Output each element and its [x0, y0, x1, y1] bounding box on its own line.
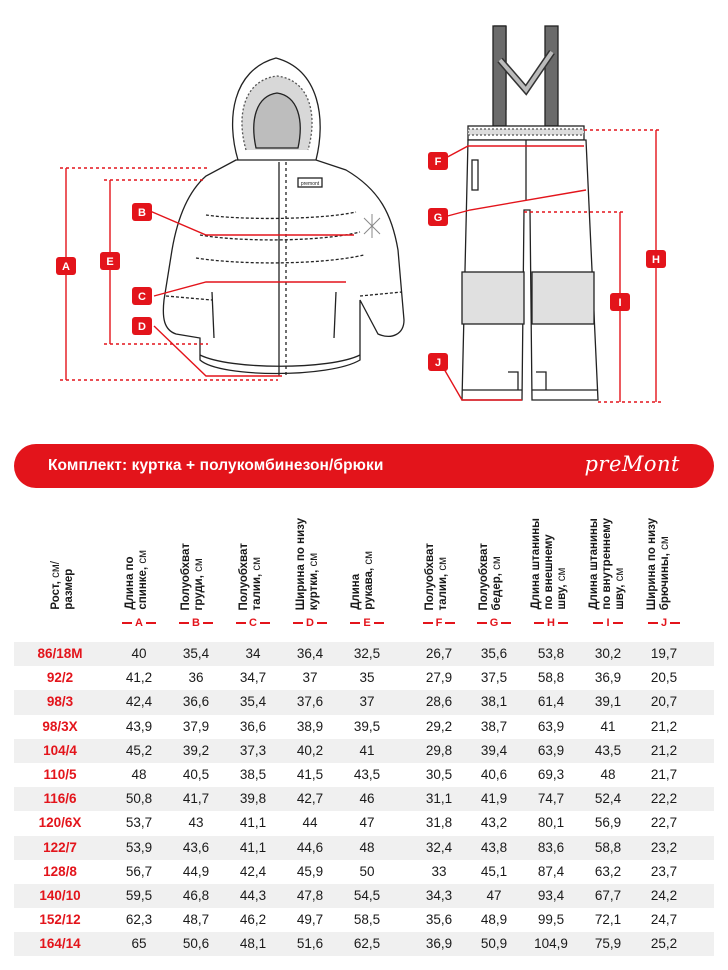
table-row	[14, 860, 714, 884]
svg-text:E: E	[106, 256, 114, 268]
value-cell: 61,4	[537, 694, 565, 710]
header-size: Рост, см/ размер	[50, 561, 75, 610]
letter-key: J	[636, 617, 692, 629]
header-sleeve-length: Длина рукава, см	[350, 551, 375, 610]
value-cell: 33	[431, 863, 447, 879]
table-row	[14, 884, 714, 908]
value-cell: 35,6	[480, 646, 508, 661]
value-cell: 48,7	[182, 912, 210, 928]
value-cell: 51,6	[296, 936, 324, 952]
value-cell: 38,7	[480, 718, 508, 734]
value-cell: 59,5	[125, 887, 153, 903]
value-cell: 38,1	[480, 694, 508, 710]
table-row	[14, 811, 714, 835]
value-cell: 39,5	[353, 718, 381, 734]
value-cell: 99,5	[537, 912, 565, 928]
value-cell: 46,2	[239, 912, 267, 928]
value-cell: 42,4	[239, 863, 267, 879]
value-cell: 48,9	[480, 912, 508, 928]
value-cell: 36	[188, 670, 204, 686]
table-header	[0, 500, 728, 612]
table-row	[14, 787, 714, 811]
table-row	[14, 908, 714, 932]
value-cell: 48	[600, 766, 616, 782]
value-cell: 72,1	[594, 912, 622, 928]
header-jacket-hem-width: Ширина по низу куртки, см	[295, 517, 320, 610]
letter-key: G	[466, 617, 522, 629]
value-cell: 22,2	[650, 791, 678, 807]
letter-key: I	[580, 617, 636, 629]
value-cell: 36,9	[425, 936, 453, 952]
value-cell: 41,1	[239, 839, 267, 855]
value-cell: 52,4	[594, 791, 622, 807]
value-cell: 43,5	[353, 766, 381, 782]
value-cell: 37	[359, 694, 375, 710]
letter-key: D	[282, 617, 338, 629]
value-cell: 47	[486, 887, 502, 903]
jacket-drawing	[163, 58, 404, 376]
svg-text:D: D	[138, 321, 146, 333]
value-cell: 21,7	[650, 766, 678, 782]
callout-g	[428, 208, 448, 226]
value-cell: 48,1	[239, 936, 267, 952]
size-cell: 86/18M	[37, 646, 83, 661]
value-cell: 63,9	[537, 742, 565, 758]
garment-illustration	[0, 0, 728, 430]
size-cell: 98/3	[46, 694, 74, 710]
value-cell: 39,1	[594, 694, 622, 710]
value-cell: 37	[302, 670, 318, 686]
header-chest: Полуобхват груди, см	[180, 542, 205, 610]
value-cell: 43,9	[125, 718, 153, 734]
value-cell: 87,4	[537, 863, 565, 879]
value-cell: 50	[359, 863, 375, 879]
value-cell: 80,1	[537, 815, 565, 831]
svg-text:B: B	[138, 207, 146, 219]
size-cell: 110/5	[43, 766, 77, 782]
callout-a	[56, 257, 76, 275]
table-row	[14, 739, 714, 763]
value-cell: 53,7	[125, 815, 153, 831]
letter-key: A	[111, 617, 167, 629]
value-cell: 43,5	[594, 742, 622, 758]
callout-b	[132, 203, 152, 221]
svg-text:C: C	[138, 291, 146, 303]
value-cell: 29,8	[425, 742, 453, 758]
value-cell: 42,7	[296, 791, 324, 807]
value-cell: 65	[131, 936, 147, 952]
value-cell: 50,8	[125, 791, 153, 807]
letter-key: B	[168, 617, 224, 629]
value-cell: 45,9	[296, 863, 324, 879]
value-cell: 40	[131, 646, 147, 661]
callout-j	[428, 353, 448, 371]
value-cell: 83,6	[537, 839, 565, 855]
value-cell: 41,2	[125, 670, 153, 686]
value-cell: 20,7	[650, 694, 678, 710]
callout-i	[610, 293, 630, 311]
size-table	[14, 642, 714, 956]
size-cell: 98/3X	[42, 718, 78, 734]
value-cell: 35	[359, 670, 375, 686]
size-cell: 116/6	[43, 791, 77, 807]
table-row	[14, 836, 714, 860]
value-cell: 47	[359, 815, 375, 831]
value-cell: 62,3	[125, 912, 153, 928]
value-cell: 24,7	[650, 912, 678, 928]
value-cell: 44	[302, 815, 318, 831]
svg-text:A: A	[62, 261, 70, 273]
value-cell: 40,2	[296, 742, 324, 758]
letter-key: E	[339, 617, 395, 629]
letter-key: C	[225, 617, 281, 629]
value-cell: 32,5	[353, 646, 381, 661]
pants-drawing	[462, 26, 598, 400]
value-cell: 23,2	[650, 839, 678, 855]
value-cell: 49,7	[296, 912, 324, 928]
value-cell: 45,2	[125, 742, 153, 758]
value-cell: 50,9	[480, 936, 508, 952]
value-cell: 34	[245, 646, 261, 661]
value-cell: 58,8	[594, 839, 622, 855]
value-cell: 37,9	[182, 718, 210, 734]
value-cell: 44,3	[239, 887, 267, 903]
size-cell: 140/10	[39, 887, 81, 903]
value-cell: 46,8	[182, 887, 210, 903]
value-cell: 31,1	[425, 791, 453, 807]
value-cell: 39,8	[239, 791, 267, 807]
value-cell: 53,9	[125, 839, 153, 855]
value-cell: 44,6	[296, 839, 324, 855]
value-cell: 36,4	[296, 646, 324, 661]
value-cell: 48	[359, 839, 375, 855]
header-hips: Полуобхват бедер, см	[478, 542, 503, 610]
jacket-logo: premont	[300, 181, 320, 187]
banner-title: Комплект: куртка + полукомбинезон/брюки	[48, 457, 384, 474]
value-cell: 48	[131, 766, 147, 782]
value-cell: 74,7	[537, 791, 565, 807]
value-cell: 30,5	[425, 766, 453, 782]
value-cell: 41	[600, 718, 616, 734]
header-outer-seam: Длина штанины по внешнему шву, см	[530, 518, 568, 610]
value-cell: 41,1	[239, 815, 267, 831]
title-banner	[14, 444, 714, 488]
svg-text:F: F	[434, 156, 442, 168]
value-cell: 104,9	[534, 936, 568, 952]
value-cell: 56,9	[594, 815, 622, 831]
value-cell: 31,8	[425, 815, 453, 831]
value-cell: 58,5	[353, 912, 381, 928]
value-cell: 45,1	[480, 863, 508, 879]
callout-f	[428, 152, 448, 170]
value-cell: 26,7	[425, 646, 453, 661]
value-cell: 41	[359, 742, 375, 758]
value-cell: 34,3	[425, 887, 453, 903]
table-row	[14, 763, 714, 787]
value-cell: 37,6	[296, 694, 324, 710]
header-inner-seam: Длина штанины по внутреннему шву, см	[588, 518, 626, 610]
size-cell: 104/4	[43, 742, 77, 758]
value-cell: 34,7	[239, 670, 267, 686]
value-cell: 43	[188, 815, 204, 831]
callout-c	[132, 287, 152, 305]
value-cell: 54,5	[353, 887, 381, 903]
callout-d	[132, 317, 152, 335]
size-cell: 152/12	[39, 912, 81, 928]
value-cell: 43,2	[480, 815, 508, 831]
value-cell: 62,5	[353, 936, 381, 952]
value-cell: 30,2	[594, 646, 622, 661]
value-cell: 36,6	[239, 718, 267, 734]
value-cell: 53,8	[537, 646, 565, 661]
value-cell: 25,2	[650, 936, 678, 952]
value-cell: 63,9	[537, 718, 565, 734]
header-leg-hem-width: Ширина по низу брючины, см	[646, 517, 671, 610]
value-cell: 67,7	[594, 887, 622, 903]
letter-key: H	[523, 617, 579, 629]
value-cell: 35,6	[425, 912, 453, 928]
value-cell: 40,5	[182, 766, 210, 782]
value-cell: 56,7	[125, 863, 153, 879]
value-cell: 63,2	[594, 863, 622, 879]
value-cell: 20,5	[650, 670, 678, 686]
value-cell: 93,4	[537, 887, 565, 903]
value-cell: 69,3	[537, 766, 565, 782]
size-cell: 128/8	[43, 863, 77, 879]
header-back-length: Длина по спинке, см	[124, 550, 149, 610]
value-cell: 41,5	[296, 766, 324, 782]
size-cell: 92/2	[46, 670, 74, 686]
callout-h	[646, 250, 666, 268]
value-cell: 44,9	[182, 863, 210, 879]
table-row	[14, 932, 714, 956]
value-cell: 21,2	[650, 718, 678, 734]
value-cell: 35,4	[182, 646, 210, 661]
brand-logo: preMont	[584, 452, 680, 476]
value-cell: 23,7	[650, 863, 678, 879]
value-cell: 27,9	[425, 670, 453, 686]
svg-text:I: I	[618, 297, 622, 309]
value-cell: 41,9	[480, 791, 508, 807]
value-cell: 47,8	[296, 887, 324, 903]
value-cell: 32,4	[425, 839, 453, 855]
value-cell: 43,8	[480, 839, 508, 855]
value-cell: 50,6	[182, 936, 210, 952]
value-cell: 43,6	[182, 839, 210, 855]
value-cell: 24,2	[650, 887, 678, 903]
value-cell: 58,8	[537, 670, 565, 686]
value-cell: 22,7	[650, 815, 678, 831]
size-cell: 164/14	[39, 936, 81, 952]
svg-text:G: G	[433, 212, 443, 224]
header-jacket-waist: Полуобхват талии, см	[238, 542, 263, 610]
value-cell: 39,2	[182, 742, 210, 758]
value-cell: 37,3	[239, 742, 267, 758]
value-cell: 28,6	[425, 694, 453, 710]
svg-text:H: H	[652, 254, 660, 266]
size-cell: 120/6X	[38, 815, 82, 831]
value-cell: 19,7	[650, 646, 678, 661]
value-cell: 36,9	[594, 670, 622, 686]
size-cell: 122/7	[43, 839, 77, 855]
table-row	[14, 666, 714, 690]
value-cell: 41,7	[182, 791, 210, 807]
value-cell: 37,5	[480, 670, 508, 686]
value-cell: 29,2	[425, 718, 453, 734]
value-cell: 38,9	[296, 718, 324, 734]
table-row	[14, 690, 714, 714]
value-cell: 75,9	[594, 936, 622, 952]
letter-key: F	[411, 617, 467, 629]
header-pants-waist: Полуобхват талии, см	[424, 542, 449, 610]
value-cell: 36,6	[182, 694, 210, 710]
value-cell: 40,6	[480, 766, 508, 782]
value-cell: 39,4	[480, 742, 508, 758]
table-row	[14, 715, 714, 739]
value-cell: 35,4	[239, 694, 267, 710]
value-cell: 42,4	[125, 694, 153, 710]
svg-text:J: J	[434, 357, 442, 369]
measurement-letters	[0, 617, 728, 635]
value-cell: 21,2	[650, 742, 678, 758]
value-cell: 46	[359, 791, 375, 807]
value-cell: 38,5	[239, 766, 267, 782]
callout-e	[100, 252, 120, 270]
table-row	[14, 642, 714, 666]
